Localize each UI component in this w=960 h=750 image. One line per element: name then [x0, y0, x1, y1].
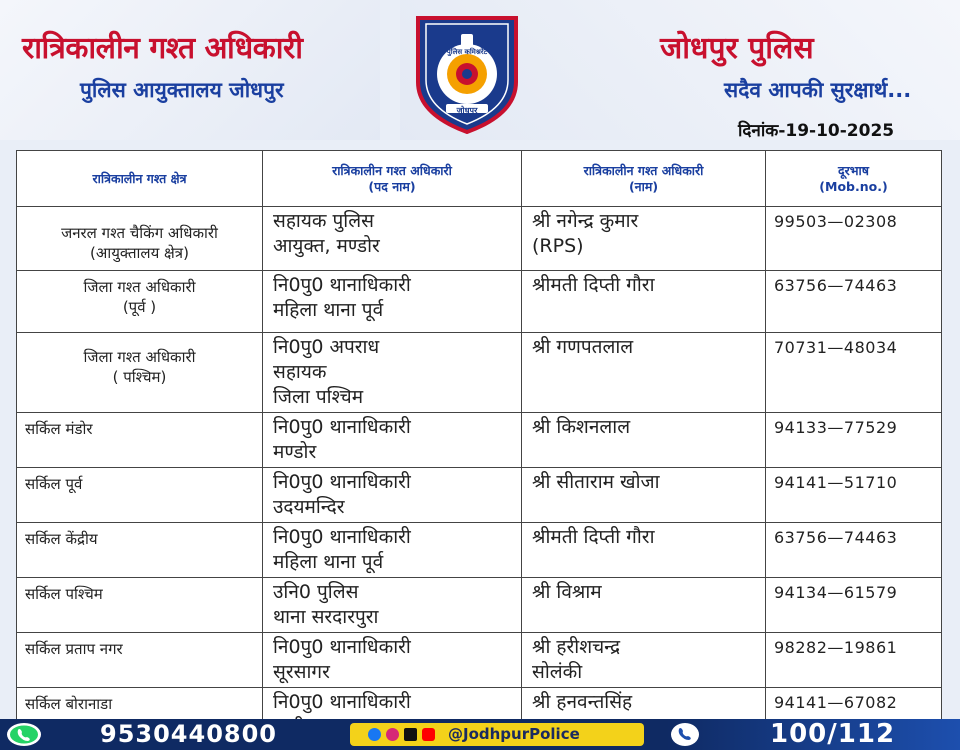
emblem-text-bottom: जोधपुर: [456, 106, 478, 115]
cell-name: श्री सीताराम खोजा: [522, 468, 766, 523]
instagram-icon: [386, 728, 399, 741]
cell-phone: 94141—51710: [766, 468, 942, 523]
x-twitter-icon: [404, 728, 417, 741]
cell-phone: 63756—74463: [766, 271, 942, 333]
social-handle: @JodhpurPolice: [448, 725, 580, 743]
cell-area: सर्किल पूर्व: [17, 468, 263, 523]
brand-tagline: सदैव आपकी सुरक्षार्थ...: [724, 78, 912, 102]
cell-post: सहायक पुलिस आयुक्त, मण्डोर: [263, 207, 522, 271]
date-label: दिनांक-19-10-2025: [738, 121, 895, 141]
table-row: [17, 578, 942, 633]
table-row: [17, 333, 942, 413]
cell-area: जिला गश्त अधिकारी ( पश्चिम): [17, 333, 263, 413]
cell-phone: 94141—67082: [766, 688, 942, 743]
helpline-number: 100/112: [770, 719, 896, 749]
cell-phone: 98282—19861: [766, 633, 942, 688]
cell-phone: 70731—48034: [766, 333, 942, 413]
header-post: रात्रिकालीन गश्त अधिकारी (पद नाम): [263, 151, 522, 207]
cell-post: नि0पु0 थानाधिकारी सूरसागर: [263, 633, 522, 688]
page-subtitle: पुलिस आयुक्तालय जोधपुर: [80, 78, 284, 102]
cell-name: श्री गणपतलाल: [522, 333, 766, 413]
cell-phone: 94133—77529: [766, 413, 942, 468]
cell-post: नि0पु0 थानाधिकारी: [263, 688, 522, 743]
table-header-row: [17, 151, 942, 207]
header-phone: दूरभाष (Mob.no.): [766, 151, 942, 207]
emblem-text-top: पुलिस कमिश्नरेट: [446, 48, 488, 56]
cell-name: श्री विश्राम: [522, 578, 766, 633]
table-row: [17, 413, 942, 468]
phone-icon: [670, 722, 700, 747]
header-area: रात्रिकालीन गश्त क्षेत्र: [17, 151, 263, 207]
cell-name: श्रीमती दिप्ती गौरा: [522, 271, 766, 333]
social-media-badge: [350, 723, 644, 746]
cell-post: नि0पु0 थानाधिकारी महिला थाना पूर्व: [263, 271, 522, 333]
cell-area: सर्किल प्रताप नगर: [17, 633, 263, 688]
cell-post: उनि0 पुलिस थाना सरदारपुरा: [263, 578, 522, 633]
cell-name: श्री नगेन्द्र कुमार (RPS): [522, 207, 766, 271]
cell-name: श्री हनवन्तसिंह: [522, 688, 766, 743]
table-body: [17, 207, 942, 743]
cell-post: नि0पु0 थानाधिकारी मण्डोर: [263, 413, 522, 468]
table-row: [17, 271, 942, 333]
page-title: रात्रिकालीन गश्त अधिकारी: [22, 31, 303, 66]
table-row: [17, 207, 942, 271]
cell-name: श्री हरीशचन्द्र सोलंकी: [522, 633, 766, 688]
patrol-officer-table: [16, 150, 942, 743]
header-background-left: [0, 0, 380, 140]
header-name: रात्रिकालीन गश्त अधिकारी (नाम): [522, 151, 766, 207]
cell-area: जनरल गश्त चैकिंग अधिकारी (आयुक्तालय क्षेत्र): [17, 207, 263, 271]
table-row: [17, 523, 942, 578]
table-row: [17, 633, 942, 688]
cell-area: सर्किल केंद्रीय: [17, 523, 263, 578]
whatsapp-icon: [6, 722, 42, 747]
table-row: [17, 468, 942, 523]
whatsapp-number: 9530440800: [100, 720, 277, 748]
brand-title: जोधपुर पुलिस: [660, 31, 814, 66]
cell-phone: 99503—02308: [766, 207, 942, 271]
cell-area: सर्किल बोरानाडा: [17, 688, 263, 743]
cell-post: नि0पु0 थानाधिकारी उदयमन्दिर: [263, 468, 522, 523]
cell-area: सर्किल पश्चिम: [17, 578, 263, 633]
facebook-icon: [368, 728, 381, 741]
cell-name: श्रीमती दिप्ती गौरा: [522, 523, 766, 578]
youtube-icon: [422, 728, 435, 741]
cell-post: नि0पु0 थानाधिकारी महिला थाना पूर्व: [263, 523, 522, 578]
cell-name: श्री किशनलाल: [522, 413, 766, 468]
cell-phone: 94134—61579: [766, 578, 942, 633]
cell-phone: 63756—74463: [766, 523, 942, 578]
cell-post: नि0पु0 अपराध सहायक जिला पश्चिम: [263, 333, 522, 413]
cell-area: सर्किल मंडोर: [17, 413, 263, 468]
footer-bar: [0, 719, 960, 750]
cell-area: जिला गश्त अधिकारी (पूर्व ): [17, 271, 263, 333]
